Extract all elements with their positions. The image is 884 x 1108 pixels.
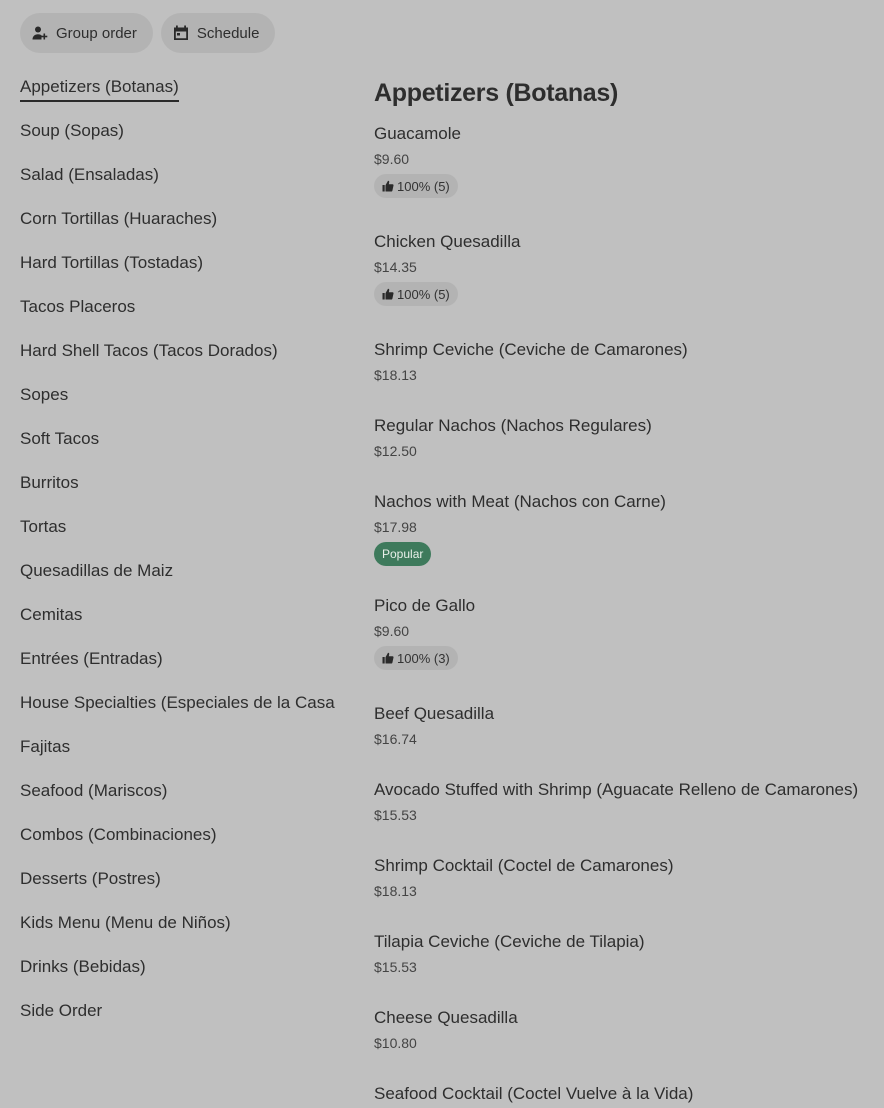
category-fajitas[interactable] — [20, 732, 350, 776]
add-person-icon — [32, 25, 48, 41]
category-desserts[interactable] — [20, 864, 350, 908]
thumbs-up-icon — [382, 180, 394, 192]
item-price: $9.60 — [374, 623, 410, 639]
schedule-label: Schedule — [196, 24, 260, 42]
category-label: Seafood (Mariscos) — [20, 781, 168, 800]
group-order-label: Group order — [56, 24, 137, 42]
section-title: Appetizers (Botanas) — [374, 79, 619, 107]
item-name: Beef Quesadilla — [374, 704, 495, 723]
category-label: Sopes — [20, 385, 69, 404]
category-appetizers[interactable] — [20, 72, 350, 116]
item-name: Shrimp Ceviche (Ceviche de Camarones) — [374, 340, 688, 359]
category-label: Tortas — [20, 517, 67, 536]
item-name: Nachos with Meat (Nachos con Carne) — [374, 492, 666, 511]
category-combos[interactable] — [20, 820, 350, 864]
menu-item-shrimp-ceviche[interactable] — [374, 338, 874, 414]
group-order-button[interactable] — [20, 13, 153, 53]
menu-section — [374, 76, 874, 1108]
menu-item-tilapia-ceviche[interactable] — [374, 930, 874, 1006]
category-label: Appetizers (Botanas) — [20, 73, 179, 102]
item-price: $18.13 — [374, 883, 417, 899]
menu-item-shrimp-cocktail[interactable] — [374, 854, 874, 930]
item-name: Chicken Quesadilla — [374, 232, 521, 251]
item-name: Pico de Gallo — [374, 596, 476, 615]
category-label: Burritos — [20, 473, 79, 492]
category-soft-tacos[interactable] — [20, 424, 350, 468]
category-burritos[interactable] — [20, 468, 350, 512]
category-soup[interactable] — [20, 116, 350, 160]
menu-item-guacamole[interactable] — [374, 122, 874, 230]
order-toolbar — [20, 13, 275, 53]
category-label: Desserts (Postres) — [20, 869, 161, 888]
category-label: Tacos Placeros — [20, 297, 136, 316]
category-entrees[interactable] — [20, 644, 350, 688]
rating-badge — [374, 646, 458, 670]
item-price: $15.53 — [374, 959, 417, 975]
item-name: Avocado Stuffed with Shrimp (Aguacate Relleno de Camarones) — [374, 780, 859, 799]
category-tortas[interactable] — [20, 512, 350, 556]
category-hard-shell-tacos[interactable] — [20, 336, 350, 380]
category-hard-tortillas[interactable] — [20, 248, 350, 292]
category-sopes[interactable] — [20, 380, 350, 424]
rating-text: 100% (3) — [397, 650, 450, 666]
category-label: Hard Tortillas (Tostadas) — [20, 253, 203, 272]
category-corn-tortillas[interactable] — [20, 204, 350, 248]
category-label: Entrées (Entradas) — [20, 649, 163, 668]
category-label: Side Order — [20, 1001, 103, 1020]
thumbs-up-icon — [382, 288, 394, 300]
item-price: $9.60 — [374, 151, 410, 167]
category-label: Soft Tacos — [20, 429, 100, 448]
menu-item-nachos-with-meat[interactable] — [374, 490, 874, 594]
item-price: $12.50 — [374, 443, 417, 459]
category-label: Salad (Ensaladas) — [20, 165, 159, 184]
rating-badge — [374, 174, 458, 198]
item-price: $16.74 — [374, 731, 417, 747]
item-price: $15.53 — [374, 807, 417, 823]
category-label: House Specialties (Especiales de la Casa — [20, 693, 335, 712]
category-seafood[interactable] — [20, 776, 350, 820]
category-drinks[interactable] — [20, 952, 350, 996]
menu-item-seafood-cocktail[interactable] — [374, 1082, 874, 1108]
category-label: Drinks (Bebidas) — [20, 957, 146, 976]
category-label: Cemitas — [20, 605, 83, 624]
category-label: Fajitas — [20, 737, 71, 756]
rating-text: 100% (5) — [397, 178, 450, 194]
item-name: Cheese Quesadilla — [374, 1008, 518, 1027]
category-label: Hard Shell Tacos (Tacos Dorados) — [20, 341, 278, 360]
item-name: Regular Nachos (Nachos Regulares) — [374, 416, 652, 435]
menu-item-beef-quesadilla[interactable] — [374, 702, 874, 778]
category-side-order[interactable] — [20, 996, 350, 1040]
rating-text: 100% (5) — [397, 286, 450, 302]
category-kids-menu[interactable] — [20, 908, 350, 952]
item-name: Shrimp Cocktail (Coctel de Camarones) — [374, 856, 674, 875]
rating-badge — [374, 282, 458, 306]
category-house-specialties[interactable] — [20, 688, 350, 732]
item-price: $14.35 — [374, 259, 417, 275]
category-label: Soup (Sopas) — [20, 121, 124, 140]
thumbs-up-icon — [382, 652, 394, 664]
menu-item-chicken-quesadilla[interactable] — [374, 230, 874, 338]
menu-item-pico-de-gallo[interactable] — [374, 594, 874, 702]
schedule-button[interactable] — [161, 13, 276, 53]
menu-item-avocado-stuffed-shrimp[interactable] — [374, 778, 874, 854]
category-label: Kids Menu (Menu de Niños) — [20, 913, 231, 932]
item-name: Tilapia Ceviche (Ceviche de Tilapia) — [374, 932, 645, 951]
popular-badge: Popular — [374, 542, 431, 566]
item-name: Seafood Cocktail (Coctel Vuelve à la Vida) — [374, 1084, 694, 1103]
calendar-icon — [173, 25, 189, 41]
category-label: Combos (Combinaciones) — [20, 825, 217, 844]
item-price: $10.80 — [374, 1035, 417, 1051]
category-label: Quesadillas de Maiz — [20, 561, 174, 580]
category-quesadillas-de-maiz[interactable] — [20, 556, 350, 600]
item-price: $17.98 — [374, 519, 417, 535]
menu-item-regular-nachos[interactable] — [374, 414, 874, 490]
category-sidebar — [20, 72, 350, 1040]
category-cemitas[interactable] — [20, 600, 350, 644]
item-name: Guacamole — [374, 124, 461, 143]
item-price: $18.13 — [374, 367, 417, 383]
category-tacos-placeros[interactable] — [20, 292, 350, 336]
menu-item-cheese-quesadilla[interactable] — [374, 1006, 874, 1082]
category-label: Corn Tortillas (Huaraches) — [20, 209, 218, 228]
category-salad[interactable] — [20, 160, 350, 204]
